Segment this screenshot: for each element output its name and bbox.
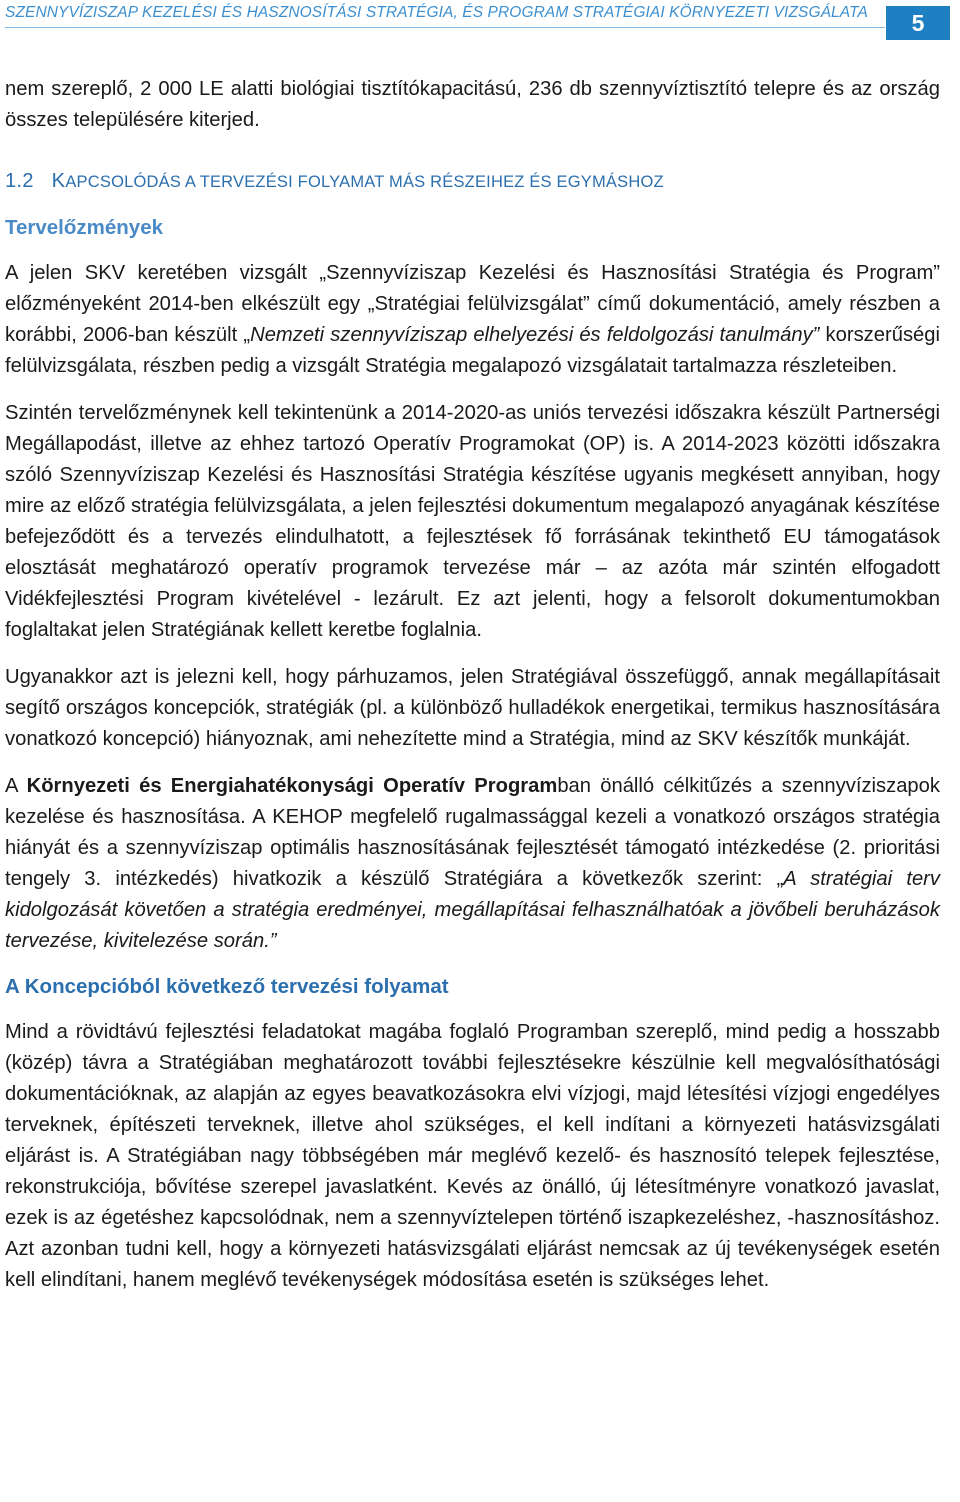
paragraph-4 bbox=[5, 771, 940, 957]
paragraph-4-text-b: ban önálló célkitűzés a szennyvíziszapok kezelése és hasznosítása. A KEHOP megfelelő rugalmassággal kezeli a vonatkozó országos stratégia hiányát és a szennyvíziszap optimális hasznosításának fejlesztését támogató intézkedése (2. prioritási tengely 3. intézkedés) hivatkozik a készülő Stratégiára a következők szerint: „ bbox=[5, 775, 940, 890]
paragraph-3: Ugyanakkor azt is jelezni kell, hogy párhuzamos, jelen Stratégiával összefüggő, annak megállapításait segítő országos koncepciók, stratégiák (pl. a különböző hulladékok energetikai, termikus hasznosítására vonatkozó koncepció) hiányoznak, ami nehezítette mind a Stratégia, mind az SKV készítők munkáját. bbox=[5, 666, 940, 750]
intro-paragraph: nem szereplő, 2 000 LE alatti biológiai tisztítókapacitású, 236 db szennyvíztisztító telepre és az ország összes településére kiterjed. bbox=[5, 78, 940, 131]
page-header bbox=[0, 0, 960, 38]
paragraph-1-text-a: A jelen SKV keretében vizsgált „Szennyvíziszap Kezelési és Hasznosítási Stratégia és Program” előzményeként 2014-ben elkészült egy „Stratégiai felülvizsgálat” című dokumentáció, amely részben a korábbi, 2006-ban készült „ bbox=[5, 262, 940, 346]
paragraph-2: Szintén tervelőzménynek kell tekintenünk a 2014-2020-as uniós tervezési időszakra készült Partnerségi Megállapodást, illetve az ehhez tartozó Operatív Programokat (OP) is. A 2014-2023 közötti időszakra szóló Szennyvíziszap Kezelési és Hasznosítási Stratégia készítése ugyanis megkésett annyiban, hogy mire az előző stratégia felülvizsgálata, a jelen fejlesztési dokumentum megalapozó anyagának készítése befejeződött és a tervezés elindulhatott, a fejlesztések fő forrásának tekinthető EU támogatások elosztását meghatározó operatív programok tervezése már – az azóta már szintén elfogadott Vidékfejlesztési Program kivételével - lezárult. Ez azt jelenti, hogy a felsorolt dokumentumokban foglaltakat jelen Stratégiának kellett keretbe foglalnia. bbox=[5, 402, 940, 641]
paragraph-4-text-a: A bbox=[5, 775, 27, 797]
paragraph-4-italic: A stratégiai terv kidolgozását követően a stratégia eredményei, megállapításai felhasználhatóak a jövőbeli beruházások tervezése, kivitelezése során.” bbox=[5, 868, 940, 952]
header-divider bbox=[5, 27, 885, 28]
section-heading bbox=[5, 166, 940, 198]
header-title: SZENNYVÍZISZAP KEZELÉSI ÉS HASZNOSÍTÁSI STRATÉGIA, ÉS PROGRAM STRATÉGIAI KÖRNYEZETI VIZSGÁLATA bbox=[5, 4, 868, 21]
paragraph-1-italic: Nemzeti szennyvíziszap elhelyezési és feldolgozási tanulmány” bbox=[250, 324, 820, 346]
section-title-initial: K bbox=[51, 170, 66, 192]
document-body bbox=[5, 74, 940, 1296]
paragraph-4-bold: Környezeti és Energiahatékonysági Operatív Program bbox=[26, 775, 558, 797]
section-title-rest: APCSOLÓDÁS A TERVEZÉSI FOLYAMAT MÁS RÉSZEIHEZ ÉS EGYMÁSHOZ bbox=[65, 173, 664, 191]
paragraph-1 bbox=[5, 258, 940, 382]
page-number-badge: 5 bbox=[886, 6, 950, 40]
paragraph-1-text-b: korszerűségi felülvizsgálata, részben pedig a vizsgált Stratégia megalapozó vizsgálatait tartalmazza részleteiben. bbox=[5, 324, 940, 377]
paragraph-5: Mind a rövidtávú fejlesztési feladatokat magába foglaló Programban szereplő, mind pedig a hosszabb (közép) távra a Stratégiában meghatározott további fejlesztésekre készülnie kell megvalósíthatósági dokumentációknak, az alapján az egyes beavatkozásokra elvi vízjogi, majd létesítési vízjogi engedélyes terveknek, építészeti terveknek, illetve ahol szükséges, el kell indítani a környezeti hatásvizsgálati eljárást is. A Stratégiában nagy többségében már meglévő kezelő- és hasznosító telepek fejlesztése, rekonstrukciója, bővítése szerepel javaslatként. Kevés az önálló, új létesítményre vonatkozó javaslat, ezek is az égetéshez kapcsolódnak, nem a szennyvíztelepen történő iszapkezeléshez, -hasznosításhoz. Azt azonban tudni kell, hogy a környezeti hatásvizsgálati eljárást nemcsak az új tevékenységek esetén kell elindítani, hanem meglévő tevékenységek módosítása esetén is szükséges lehet. bbox=[5, 1021, 940, 1291]
subsection-heading-tervelozmenyek: Tervelőzmények bbox=[5, 216, 164, 239]
subsection-heading-koncepcio: A Koncepcióból következő tervezési folyamat bbox=[5, 975, 449, 998]
section-number: 1.2 bbox=[5, 170, 34, 192]
